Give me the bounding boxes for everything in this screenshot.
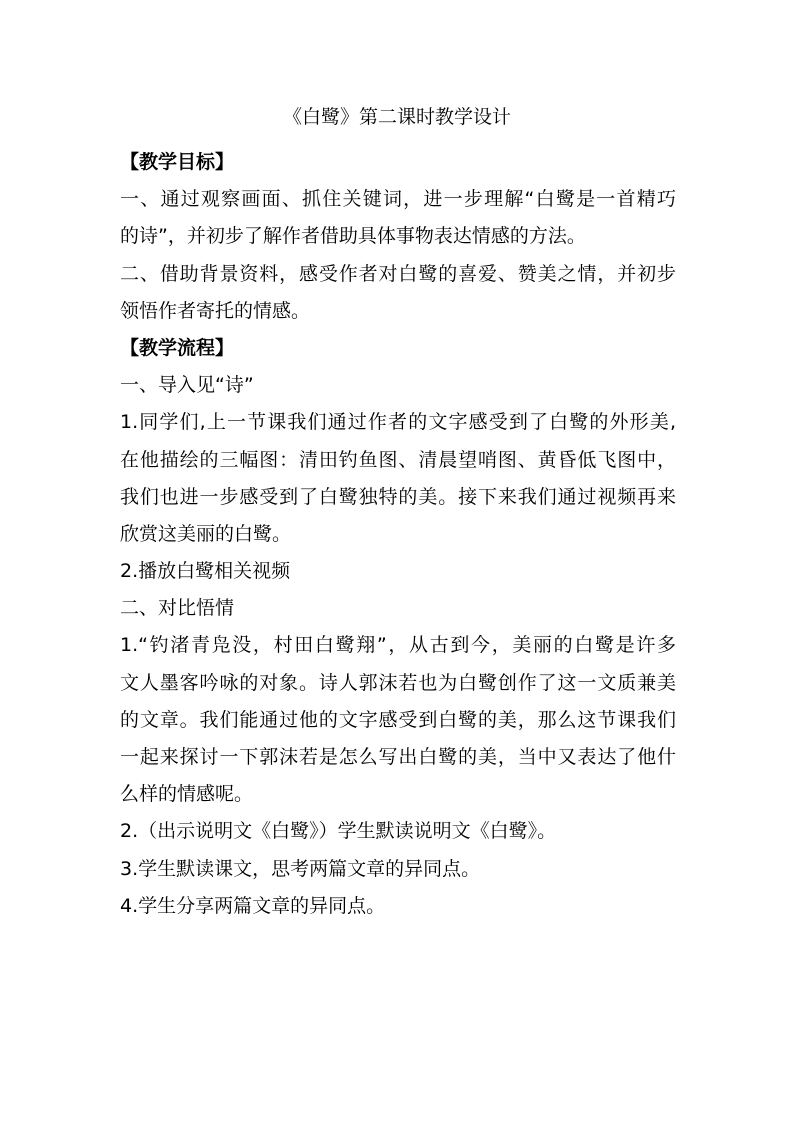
section-heading-teaching-goals: 【教学目标】 [120,151,235,173]
subsection-heading: 一、导入见“诗” [120,374,254,397]
paragraph-line: 2.（出示说明文《白鹭》）学生默读说明文《白鹭》。 [120,820,557,843]
paragraph-line: 的诗”，并初步了解作者借助具体事物表达情感的方法。 [120,225,586,248]
document-body [120,144,676,925]
paragraph-line: 欣赏这美丽的白鹭。 [120,522,292,545]
paragraph-line: 二、借助背景资料，感受作者对白鹭的喜爱、赞美之情，并初步 [120,262,676,285]
paragraph-line: 一、通过观察画面、抓住关键词，进一步理解“白鹭是一首精巧 [120,188,676,211]
paragraph-line: 1.同学们,上一节课我们通过作者的文字感受到了白鹭的外形美, [120,411,676,434]
paragraph-line: 文人墨客吟咏的对象。诗人郭沫若也为白鹭创作了这一文质兼美 [120,671,676,694]
subsection-heading: 二、对比悟情 [120,597,235,620]
paragraph-line: 领悟作者寄托的情感。 [120,299,311,322]
paragraph-line: 么样的情感呢。 [120,783,254,806]
paragraph-line: 一起来探讨一下郭沫若是怎么写出白鹭的美，当中又表达了他什 [120,746,676,768]
paragraph-line: 1.“钓渚青凫没，村田白鹭翔”，从古到今，美丽的白鹭是许多 [120,634,676,657]
section-heading-teaching-process: 【教学流程】 [120,336,235,359]
paragraph-line: 我们也进一步感受到了白鹭独特的美。接下来我们通过视频再来 [120,485,676,508]
paragraph-line: 4.学生分享两篇文章的异同点。 [120,894,386,917]
document-title: 《白鹭》第二课时教学设计 [282,106,511,128]
paragraph-line: 2.播放白鹭相关视频 [120,560,291,583]
paragraph-line: 3.学生默读课文，思考两篇文章的异同点。 [120,857,481,880]
paragraph-line: 在他描绘的三幅图：清田钓鱼图、清晨望哨图、黄昏低飞图中， [120,448,676,471]
paragraph-line: 的文章。我们能通过他的文字感受到白鹭的美，那么这节课我们 [120,708,676,731]
